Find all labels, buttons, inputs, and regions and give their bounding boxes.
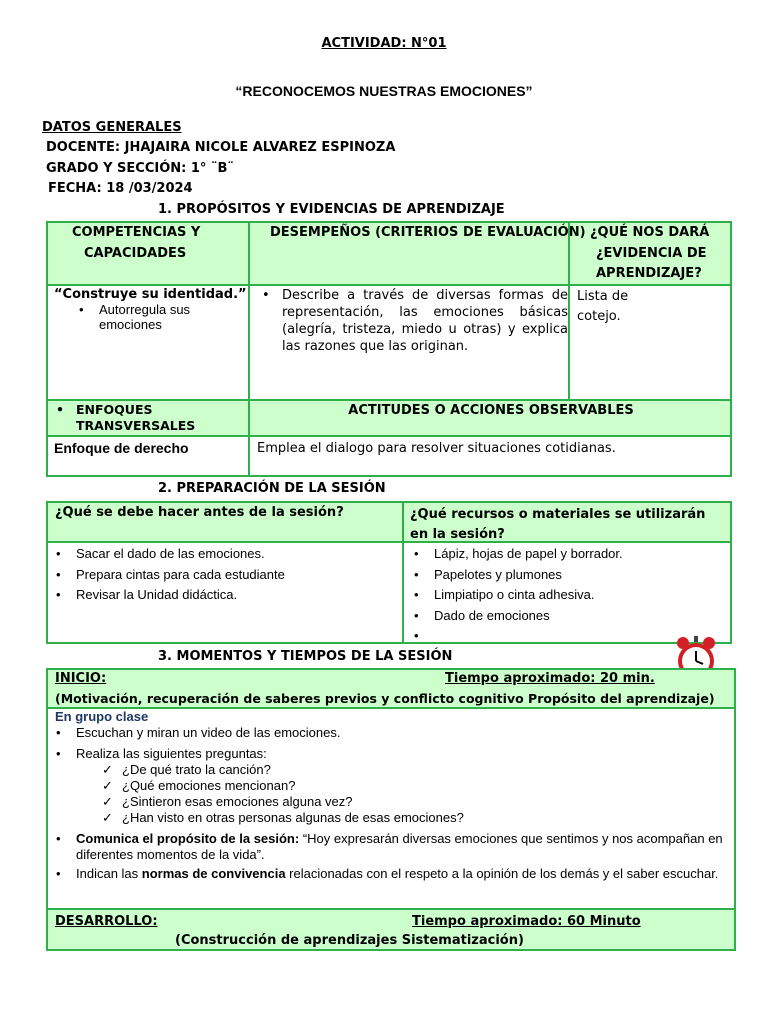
col-divider bbox=[568, 221, 570, 400]
before-item: • Prepara cintas para cada estudiante bbox=[50, 565, 390, 586]
attitude-text: Emplea el dialogo para resolver situaciones cotidianas. bbox=[257, 441, 616, 456]
inicio-activities-2 bbox=[50, 831, 734, 882]
row-divider bbox=[46, 908, 736, 910]
desarrollo-time: Tiempo aproximado: 60 Minuto bbox=[412, 914, 641, 929]
resource-item: • Limpiatipo o cinta adhesiva. bbox=[408, 585, 728, 606]
general-data-heading: DATOS GENERALES bbox=[42, 120, 182, 135]
competencies-header: COMPETENCIAS Y bbox=[72, 225, 201, 240]
activity-number: ACTIVIDAD: N°01 bbox=[321, 36, 447, 51]
activity-item: • Escuchan y miran un video de las emociones. bbox=[50, 725, 734, 741]
before-item: • Sacar el dado de las emociones. bbox=[50, 544, 390, 565]
enfoques-item: • ENFOQUES TRANSVERSALES bbox=[50, 402, 240, 434]
question-item: ✓ ¿Qué emociones mencionan? bbox=[98, 778, 698, 794]
evidence-header-line1: ¿QUÉ NOS DARÁ bbox=[590, 225, 710, 240]
capacity-item: • Autorregula sus emociones bbox=[73, 302, 233, 332]
col-divider bbox=[402, 501, 404, 644]
activity-item: • Realiza las siguientes preguntas: bbox=[50, 746, 734, 762]
section1-title: 1. PROPÓSITOS Y EVIDENCIAS DE APRENDIZAJE bbox=[158, 202, 505, 217]
resources-list bbox=[408, 544, 728, 647]
question-item: ✓ ¿Han visto en otras personas algunas de esas emociones? bbox=[98, 810, 698, 826]
capacities-header: CAPACIDADES bbox=[84, 246, 187, 261]
activity-item bbox=[50, 866, 734, 882]
evidence-text-line2: cotejo. bbox=[577, 309, 621, 324]
activity-item bbox=[50, 831, 734, 863]
norms-bold: normas de convivencia bbox=[141, 866, 286, 881]
col-divider bbox=[248, 221, 250, 477]
session-date: FECHA: 18 /03/2024 bbox=[48, 181, 193, 196]
row-divider bbox=[46, 399, 732, 401]
question-item: ✓ ¿De qué trato la canción? bbox=[98, 762, 698, 778]
approach-name: Enfoque de derecho bbox=[54, 440, 189, 456]
question-item: ✓ ¿Sintieron esas emociones alguna vez? bbox=[98, 794, 698, 810]
activity-title: “RECONOCEMOS NUESTRAS EMOCIONES” bbox=[235, 83, 533, 99]
norms-pre: Indican las bbox=[76, 866, 142, 881]
evidence-text-line1: Lista de bbox=[577, 289, 629, 304]
row-divider bbox=[46, 707, 736, 709]
inicio-description: (Motivación, recuperación de saberes previos y conflicto cognitivo Propósito del aprendizaje) bbox=[55, 691, 715, 706]
norms-post: relacionadas con el respeto a la opinión de los demás y el saber escuchar. bbox=[285, 866, 719, 881]
attitudes-header: ACTITUDES O ACCIONES OBSERVABLES bbox=[348, 403, 634, 418]
before-item: • Revisar la Unidad didáctica. bbox=[50, 585, 390, 606]
teacher-name: DOCENTE: JHAJAIRA NICOLE ALVAREZ ESPINOZA bbox=[46, 140, 396, 155]
performance-item: • Describe a través de diversas formas de representación, las emociones básicas (alegría, tristeza, miedo u otras) y explica las razones que las originan. bbox=[256, 287, 568, 355]
resource-item: • Lápiz, hojas de papel y borrador. bbox=[408, 544, 728, 565]
capacity-list bbox=[73, 302, 233, 332]
performance-list bbox=[256, 287, 568, 355]
inicio-time: Tiempo aproximado: 20 min. bbox=[445, 671, 655, 686]
performances-header: DESEMPEÑOS (CRITERIOS DE EVALUACIÓN) bbox=[270, 225, 586, 240]
group-label: En grupo clase bbox=[55, 709, 149, 724]
section3-title: 3. MOMENTOS Y TIEMPOS DE LA SESIÓN bbox=[158, 649, 453, 664]
resource-item: • Dado de emociones bbox=[408, 606, 728, 627]
row-divider bbox=[46, 284, 732, 286]
evidence-header-line2: ¿EVIDENCIA DE bbox=[596, 246, 707, 261]
inicio-activities bbox=[50, 725, 734, 762]
inicio-label: INICIO: bbox=[55, 671, 107, 686]
desarrollo-description: (Construcción de aprendizajes Sistematización) bbox=[175, 933, 524, 948]
enfoques-label bbox=[50, 402, 240, 434]
grade-section: GRADO Y SECCIÓN: 1° ¨B¨ bbox=[46, 161, 234, 176]
questions-list bbox=[98, 762, 698, 826]
before-session-header: ¿Qué se debe hacer antes de la sesión? bbox=[55, 505, 344, 520]
competence-text: “Construye su identidad.” bbox=[54, 287, 247, 302]
resources-header: ¿Qué recursos o materiales se utilizarán en la sesión? bbox=[410, 507, 706, 542]
purpose-label: Comunica el propósito de la sesión: bbox=[76, 831, 300, 846]
before-session-list bbox=[50, 544, 390, 606]
resource-item: • Papelotes y plumones bbox=[408, 565, 728, 586]
evidence-header-line3: APRENDIZAJE? bbox=[596, 266, 702, 281]
row-divider bbox=[46, 435, 732, 437]
section2-title: 2. PREPARACIÓN DE LA SESIÓN bbox=[158, 481, 386, 496]
desarrollo-label: DESARROLLO: bbox=[55, 914, 158, 929]
purpose-text: “Hoy expresarán diversas emociones que sentimos y nos acompañan en diferentes momentos de la vida”. bbox=[76, 831, 723, 862]
